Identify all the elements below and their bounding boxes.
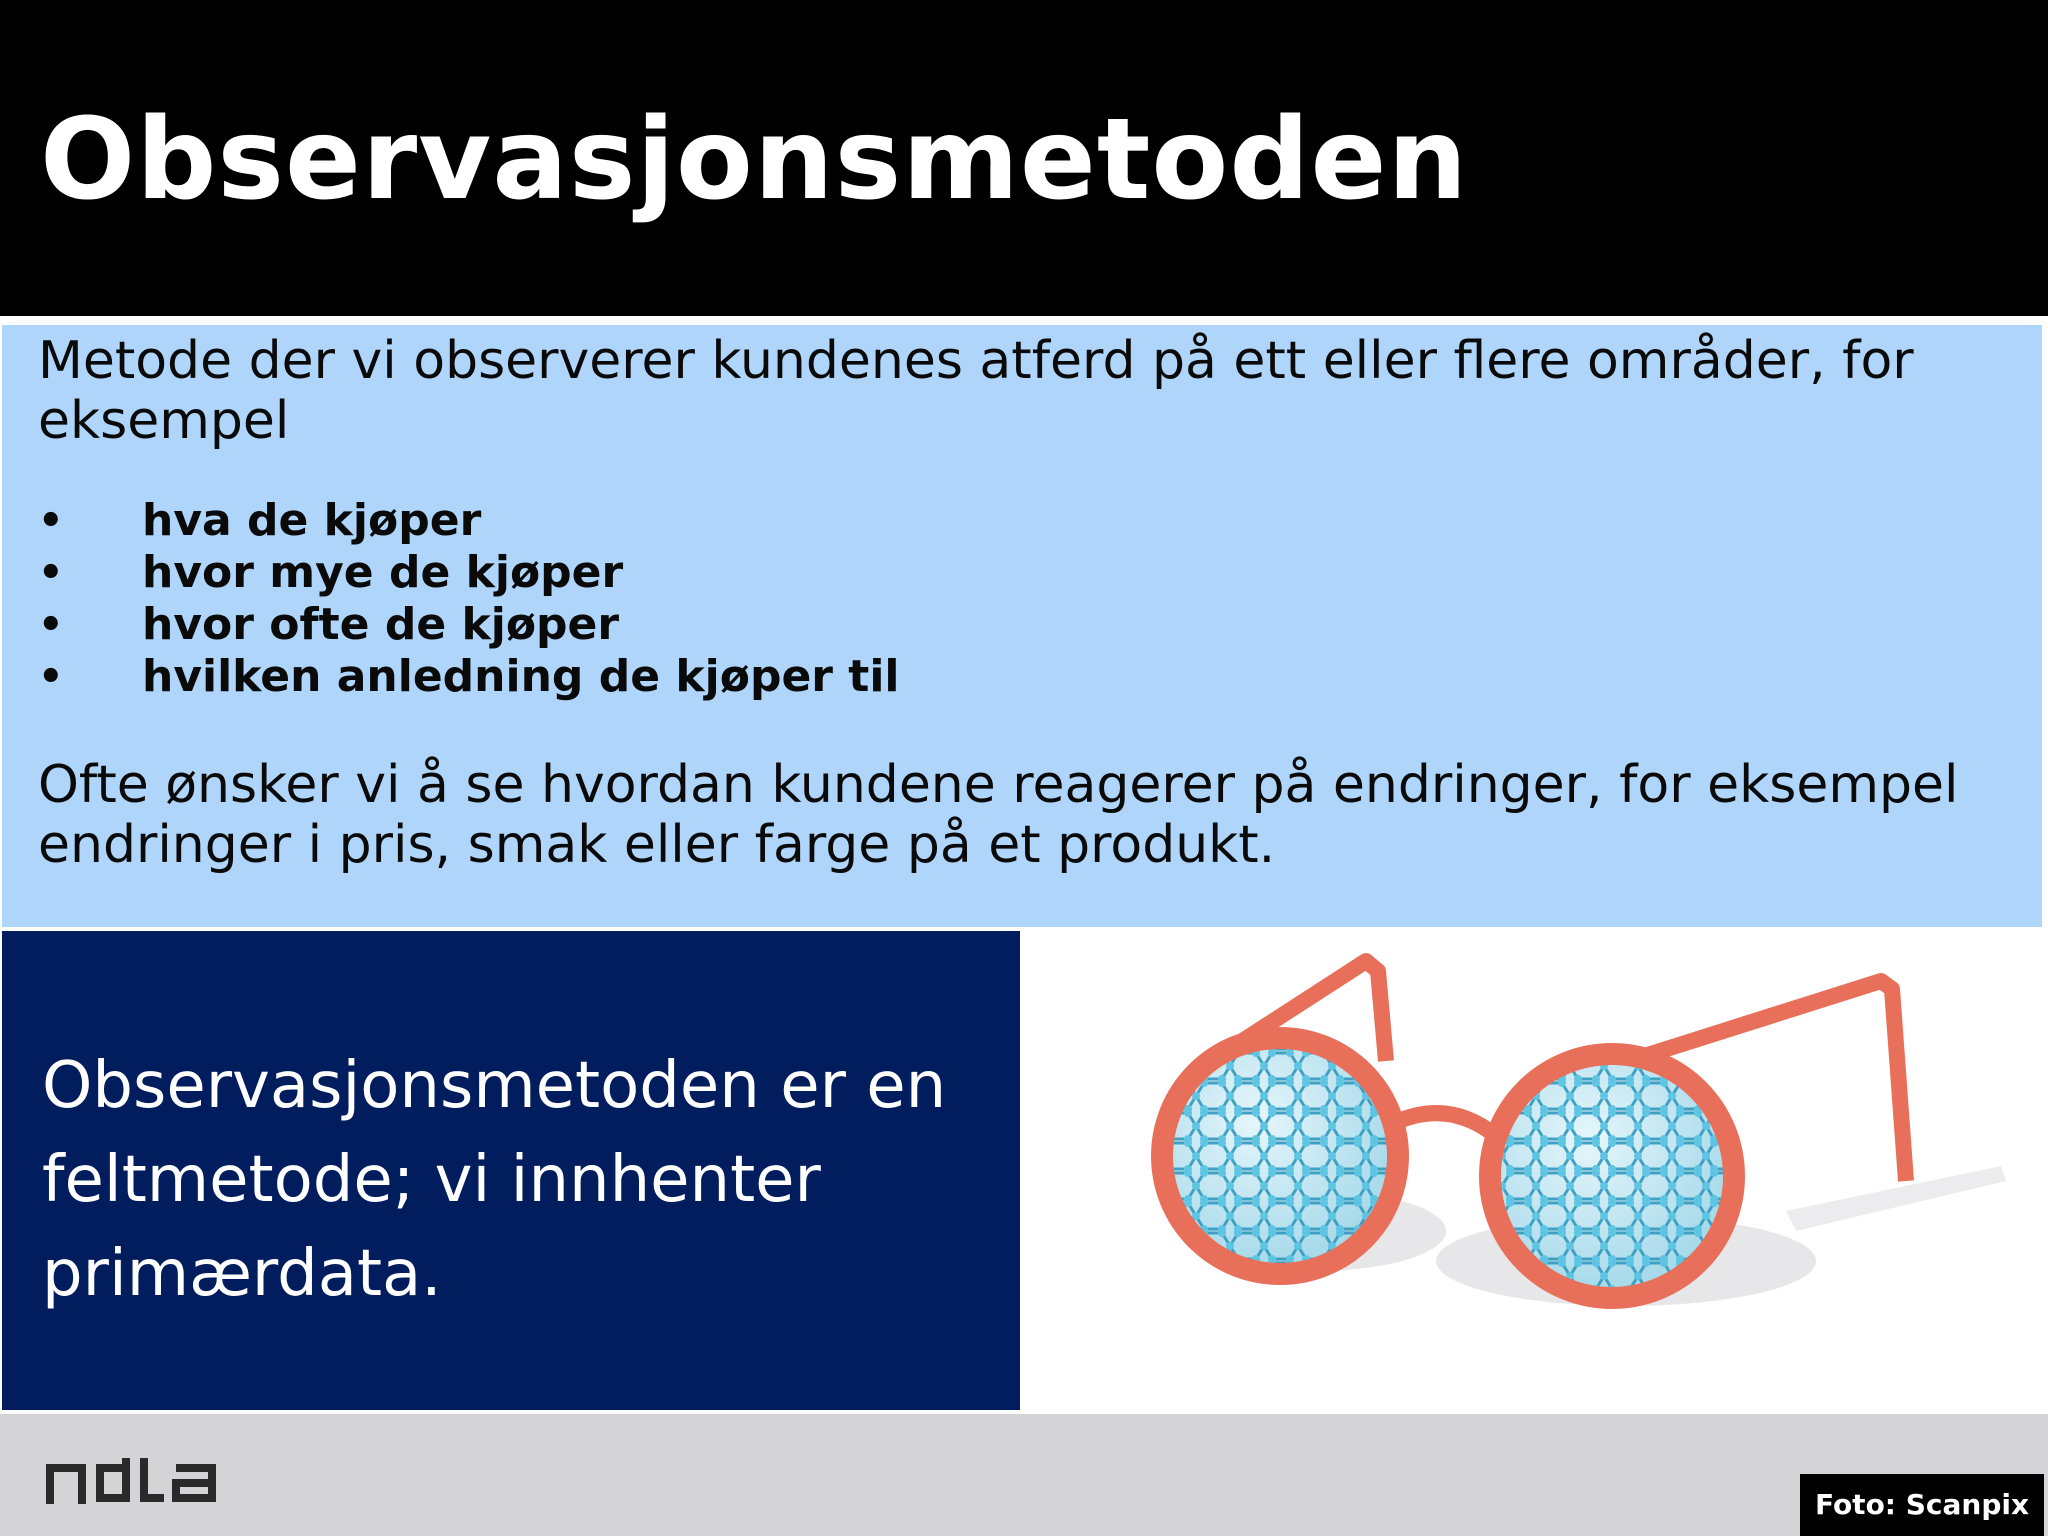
bullet-marker: •: [38, 498, 64, 544]
photo-panel: [1026, 931, 2044, 1410]
bullet-text: hvilken anledning de kjøper til: [142, 651, 900, 702]
photo-credit: Foto: Scanpix: [1800, 1474, 2044, 1536]
closing-text: Ofte ønsker vi å se hvordan kundene reagerer på endringer, for eksempel endringer i pris, smak eller farge på et produkt.: [38, 755, 1959, 875]
content-panel: [2, 325, 2042, 927]
slide-title: Observasjonsmetoden: [40, 95, 1469, 225]
bullet-text: hvor mye de kjøper: [142, 547, 624, 598]
title-bar: [0, 0, 2048, 320]
molecule-glasses-icon: [1026, 931, 2044, 1410]
callout-text: Observasjonsmetoden er en feltmetode; vi innhenter primærdata.: [42, 1049, 947, 1311]
bullet-marker: •: [38, 602, 64, 648]
bullet-marker: •: [38, 654, 64, 700]
footer-bar: [0, 1414, 2048, 1536]
bullet-marker: •: [38, 550, 64, 596]
bullet-text: hva de kjøper: [142, 495, 482, 546]
intro-text: Metode der vi observerer kundenes atferd på ett eller flere områder, for eksempel: [38, 331, 1914, 451]
bullet-text: hvor ofte de kjøper: [142, 599, 620, 650]
ndla-logo-icon: [46, 1458, 226, 1504]
callout-box: [2, 931, 1020, 1410]
